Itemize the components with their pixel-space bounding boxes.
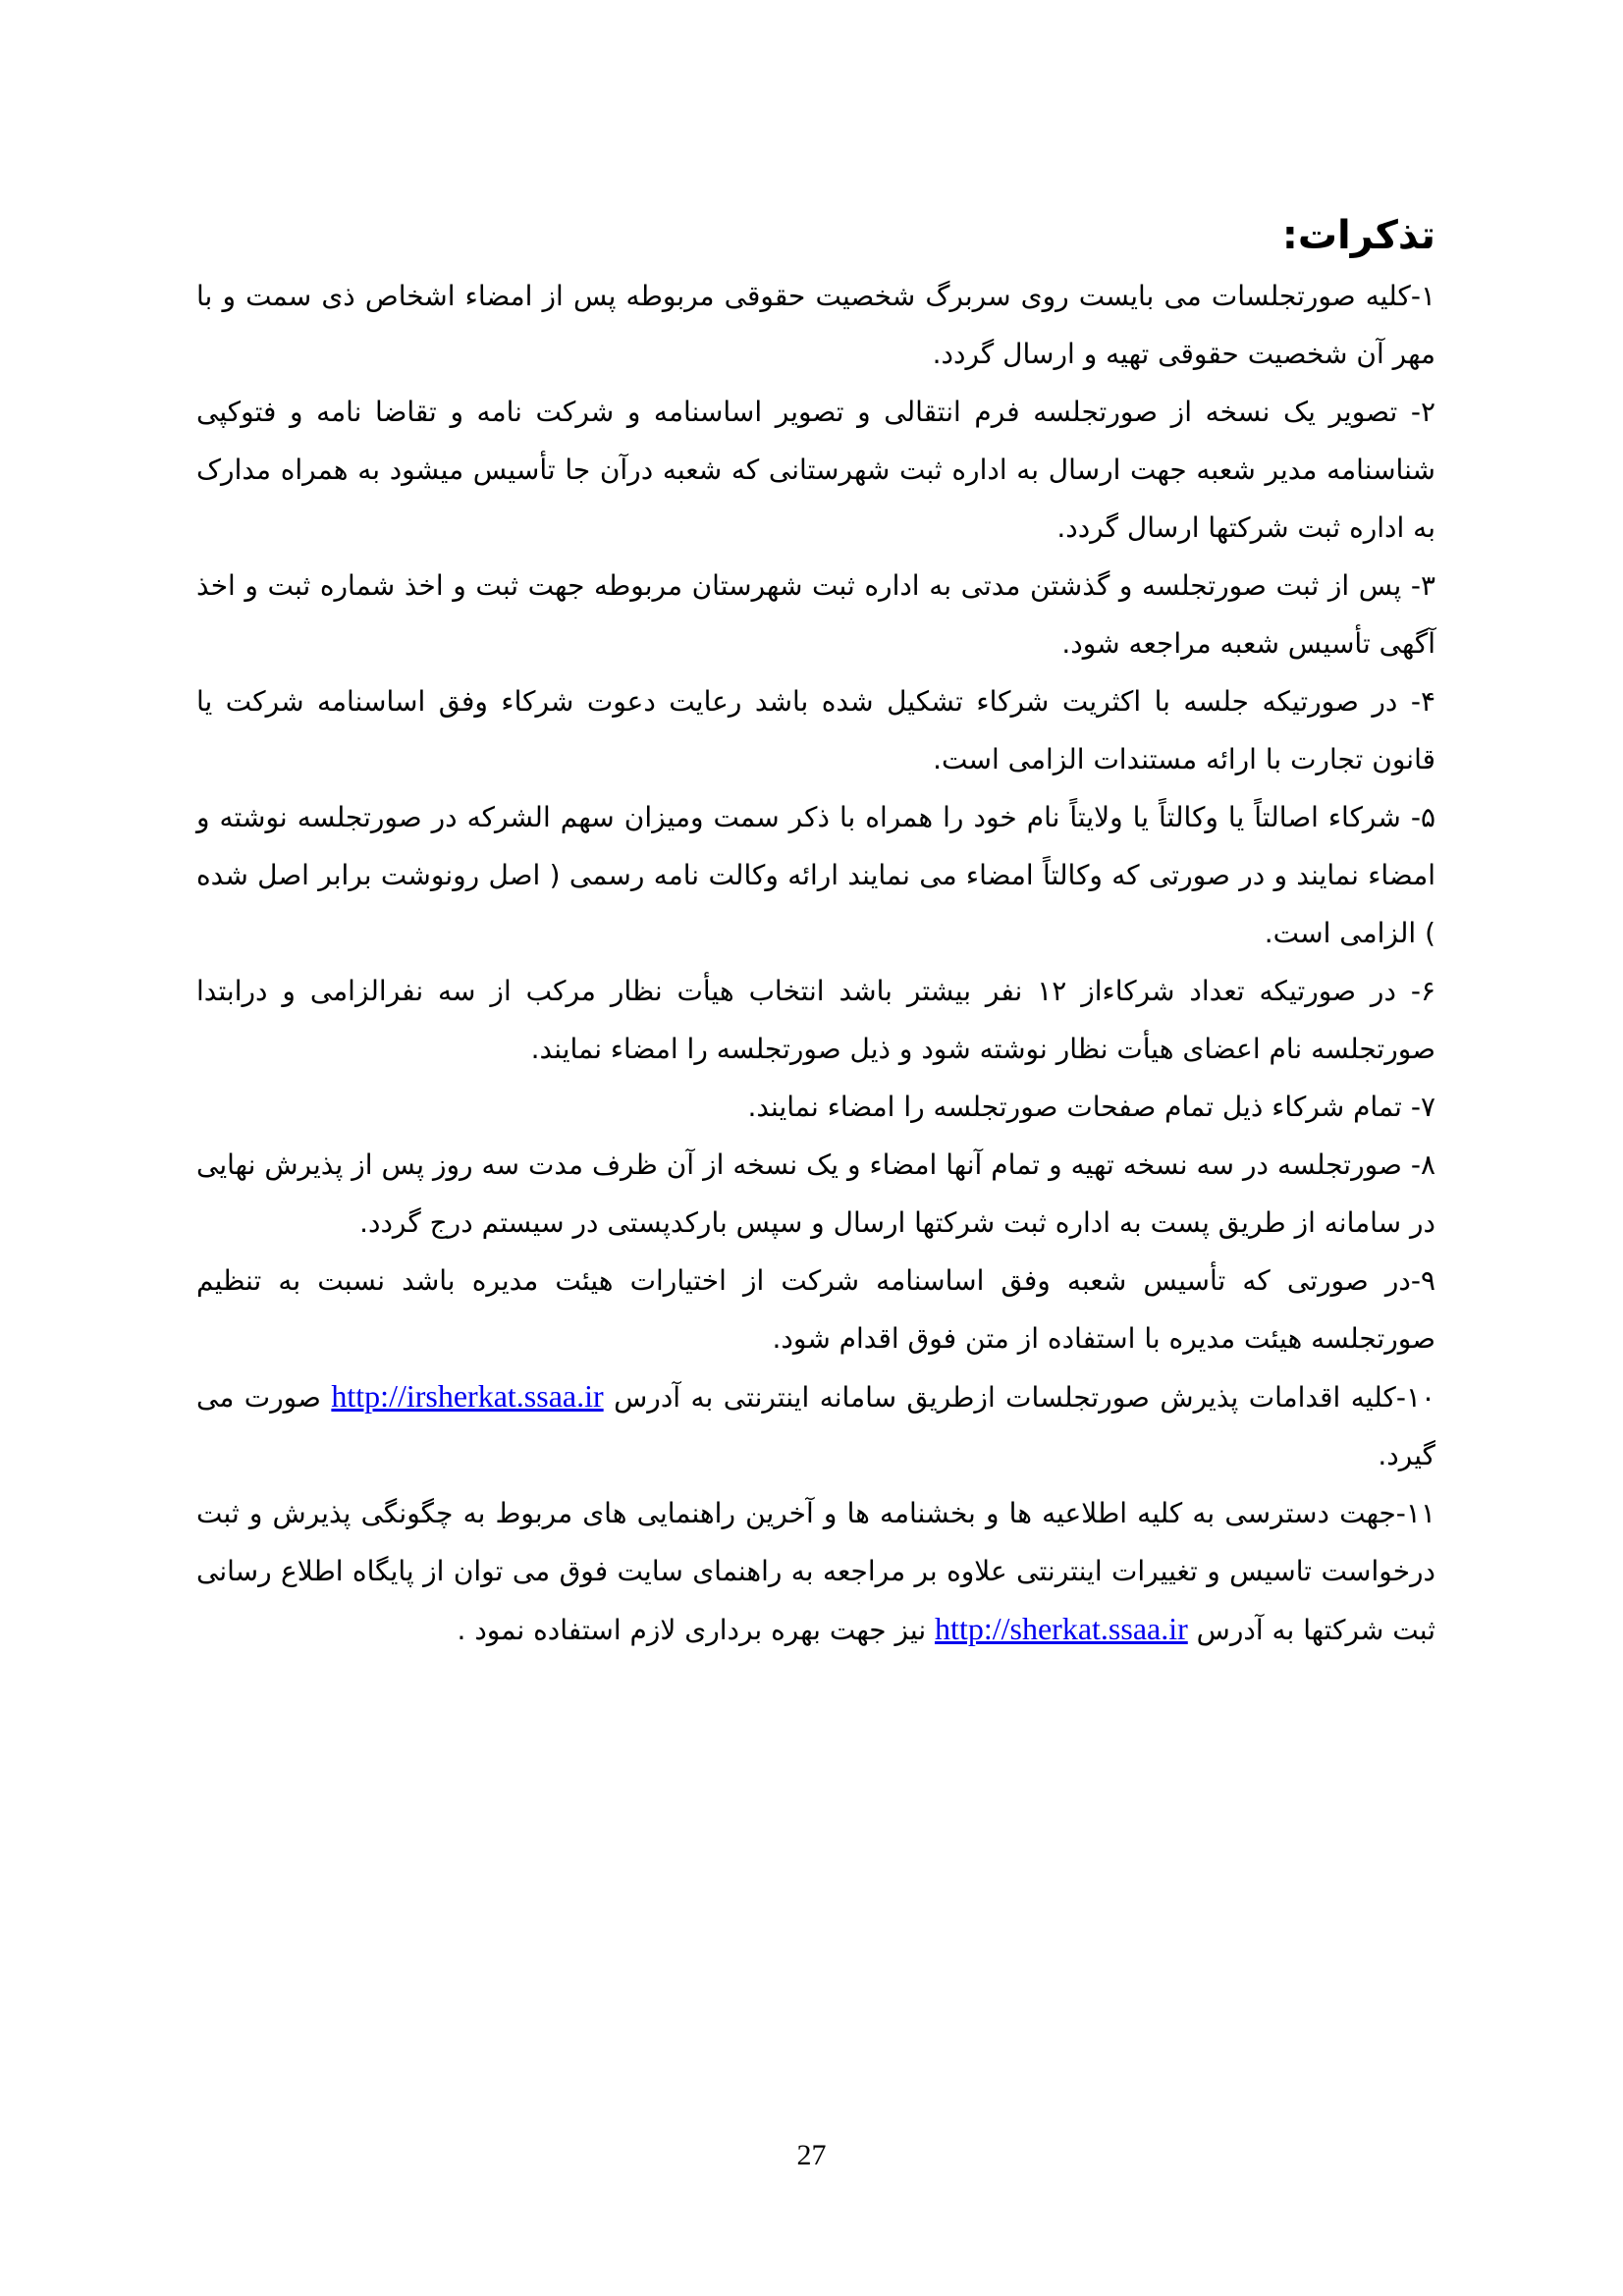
note-3: ۳- پس از ثبت صورتجلسه و گذشتن مدتی به اداره ثبت شهرستان مربوطه جهت ثبت و اخذ شماره ثبت و اخذ آگهی تأسیس شعبه مراجعه شود.	[196, 569, 1435, 660]
notes-heading: تذکرات:	[1281, 213, 1435, 258]
note-7: ۷- تمام شرکاء ذیل تمام صفحات صورتجلسه را امضاء نمایند.	[747, 1091, 1435, 1123]
note-8: ۸- صورتجلسه در سه نسخه تهیه و تمام آنها امضاء و یک نسخه از آن ظرف مدت سه روز پس از پذیرش نهایی در سامانه از طریق پست به اداره ثبت شرکتها ارسال و سپس بارکدپستی در سیستم درج گردد.	[196, 1148, 1435, 1239]
note-6: ۶- در صورتیکه تعداد شرکاءاز ۱۲ نفر بیشتر باشد انتخاب هیأت نظار مرکب از سه نفرالزامی و درابتدا صورتجلسه نام اعضای هیأت نظار نوشته شود و ذیل صورتجلسه را امضاء نمایند.	[196, 975, 1435, 1065]
note-1: ۱-کلیه صورتجلسات می بایست روی سربرگ شخصیت حقوقی مربوطه پس از امضاء اشخاص ذی سمت و با مهر آن شخصیت حقوقی تهیه و ارسال گردد.	[196, 280, 1435, 370]
document-body	[196, 206, 1435, 1659]
note-10: ۱۰-کلیه اقدامات پذیرش صورتجلسات ازطریق سامانه اینترنتی به آدرس http://irsherkat.ssaa.ir صورت می گیرد.	[196, 1378, 1436, 1471]
note-4: ۴- در صورتیکه جلسه با اکثریت شرکاء تشکیل شده باشد رعایت دعوت شرکاء وفق اساسنامه شرکت یا قانون تجارت با ارائه مستندات الزامی است.	[196, 685, 1435, 775]
page-number: 27	[796, 2139, 827, 2171]
note-11: ۱۱-جهت دسترسی به کلیه اطلاعیه ها و بخشنامه ها و آخرین راهنمایی های مربوط به چگونگی پذیرش و ثبت درخواست تاسیس و تغییرات اینترنتی علاوه بر مراجعه به راهنمای سایت فوق می توان از پایگاه اطلاع رسانی ثبت شرکتها به آدرس http://sherkat.ssaa.ir نیز جهت بهره برداری لازم استفاده نمود .	[196, 1497, 1435, 1646]
note-2: ۲- تصویر یک نسخه از صورتجلسه فرم انتقالی و تصویر اساسنامه و شرکت نامه و تقاضا نامه و فتوکپی شناسنامه مدیر شعبه جهت ارسال به اداره ثبت شهرستانی که شعبه درآن جا تأسیس میشود به همراه مدارک به اداره ثبت شرکتها ارسال گردد.	[196, 396, 1435, 544]
sherkat-link[interactable]: http://sherkat.ssaa.ir	[935, 1611, 1188, 1646]
note-9: ۹-در صورتی که تأسیس شعبه وفق اساسنامه شرکت از اختیارات هیئت مدیره باشد نسبت به تنظیم صورتجلسه هیئت مدیره با استفاده از متن فوق اقدام شود.	[196, 1264, 1435, 1355]
note-5: ۵- شرکاء اصالتاً یا وکالتاً یا ولایتاً نام خود را همراه با ذکر سمت ومیزان سهم الشرکه در صورتجلسه نوشته و امضاء نمایند و در صورتی که وکالتاً امضاء می نمایند ارائه وکالت نامه رسمی ( اصل رونوشت برابر اصل شده ) الزامی است.	[196, 801, 1435, 949]
irsherkat-link[interactable]: http://irsherkat.ssaa.ir	[331, 1378, 604, 1414]
